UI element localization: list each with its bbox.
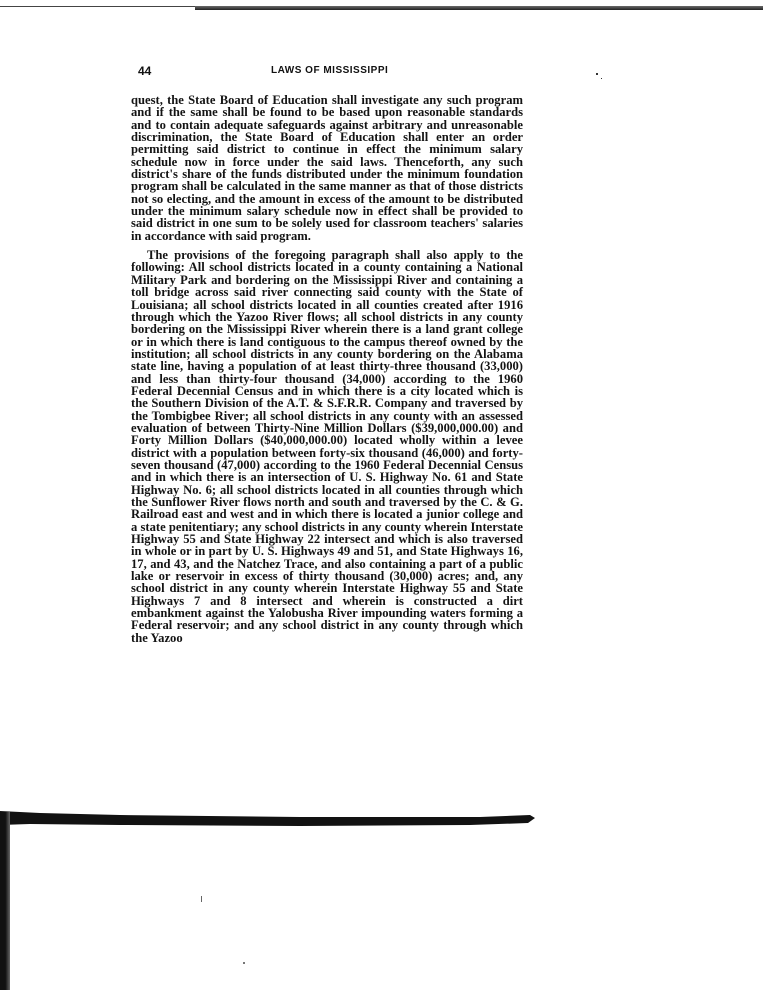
scan-speck <box>601 78 602 79</box>
paragraph: quest, the State Board of Education shall investigate any such program and if the same shall be found to be based upon reasonable standards and to contain adequate safeguards against arbitrary and unreasonable discrimination, the State Board of Education shall enter an order permitting said district to continue in effect the minimum salary schedule now in force under the said laws. Thenceforth, any such district's share of the funds distributed under the minimum foundation program shall be calculated in the same manner as that of those districts not so electing, and the amount in excess of the amount to be distributed under the minimum salary schedule now in effect shall be provided to said district in one sum to be solely used for classroom teachers' salaries in accordance with said program. <box>131 93 523 243</box>
scan-speck <box>596 73 598 75</box>
scan-edge-top-left <box>0 6 195 7</box>
scan-shadow-band <box>0 805 535 831</box>
scan-speck <box>201 896 202 902</box>
page-number: 44 <box>138 64 152 78</box>
running-head: LAWS OF MISSISSIPPI <box>271 65 389 76</box>
paragraph: The provisions of the foregoing paragraph shall also apply to the following: All school districts located in a county containing a National Military Park and bordering on the Mississippi River and containing a toll bridge across said river connecting said county with the State of Louisiana; all school districts located in all counties created after 1916 through which the Yazoo River flows; all school districts in any county bordering on the Mississippi River wherein there is a land grant college or in which there is land contiguous to the campus thereof owned by the institution; all school districts in any county bordering on the Alabama state line, having a population of at least thirty-three thousand (33,000) and less than thirty-four thousand (34,000) according to the 1960 Federal Decennial Census and in which there is a city located which is the Southern Division of the A.T. & S.F.R.R. Company and traversed by the Tombigbee River; all school districts in any county with an assessed evaluation of between Thirty-Nine Million Dollars ($39,000,000.00) and Forty Million Dollars ($40,000,000.00) located wholly within a levee district with a population between forty-six thousand (46,000) and forty-seven thousand (47,000) according to the 1960 Federal Decennial Census and in which there is an intersection of U. S. Highway No. 61 and State Highway No. 6; all school districts located in all counties through which the Sunflower River flows north and south and traversed by the C. & G. Railroad east and west and in which there is located a junior college and a state penitentiary; any school districts in any county wherein Interstate Highway 55 and State Highway 22 intersect and which is also traversed in whole or in part by U. S. Highways 49 and 51, and State Highways 16, 17, and 43, and the Natchez Trace, and also containing a part of a public lake or reservoir in excess of thirty thousand (30,000) acres; and, any school district in any county wherein Interstate Highway 55 and State Highways 7 and 8 intersect and wherein is constructed a dirt embankment against the Yalobusha River impounding waters forming a Federal reservoir; and any school district in any county through which the Yazoo <box>131 248 523 645</box>
scan-speck <box>243 962 245 964</box>
scan-edge-left <box>0 812 10 990</box>
page-header <box>138 64 528 80</box>
page-body <box>131 94 523 644</box>
scan-edge-top <box>195 6 763 10</box>
